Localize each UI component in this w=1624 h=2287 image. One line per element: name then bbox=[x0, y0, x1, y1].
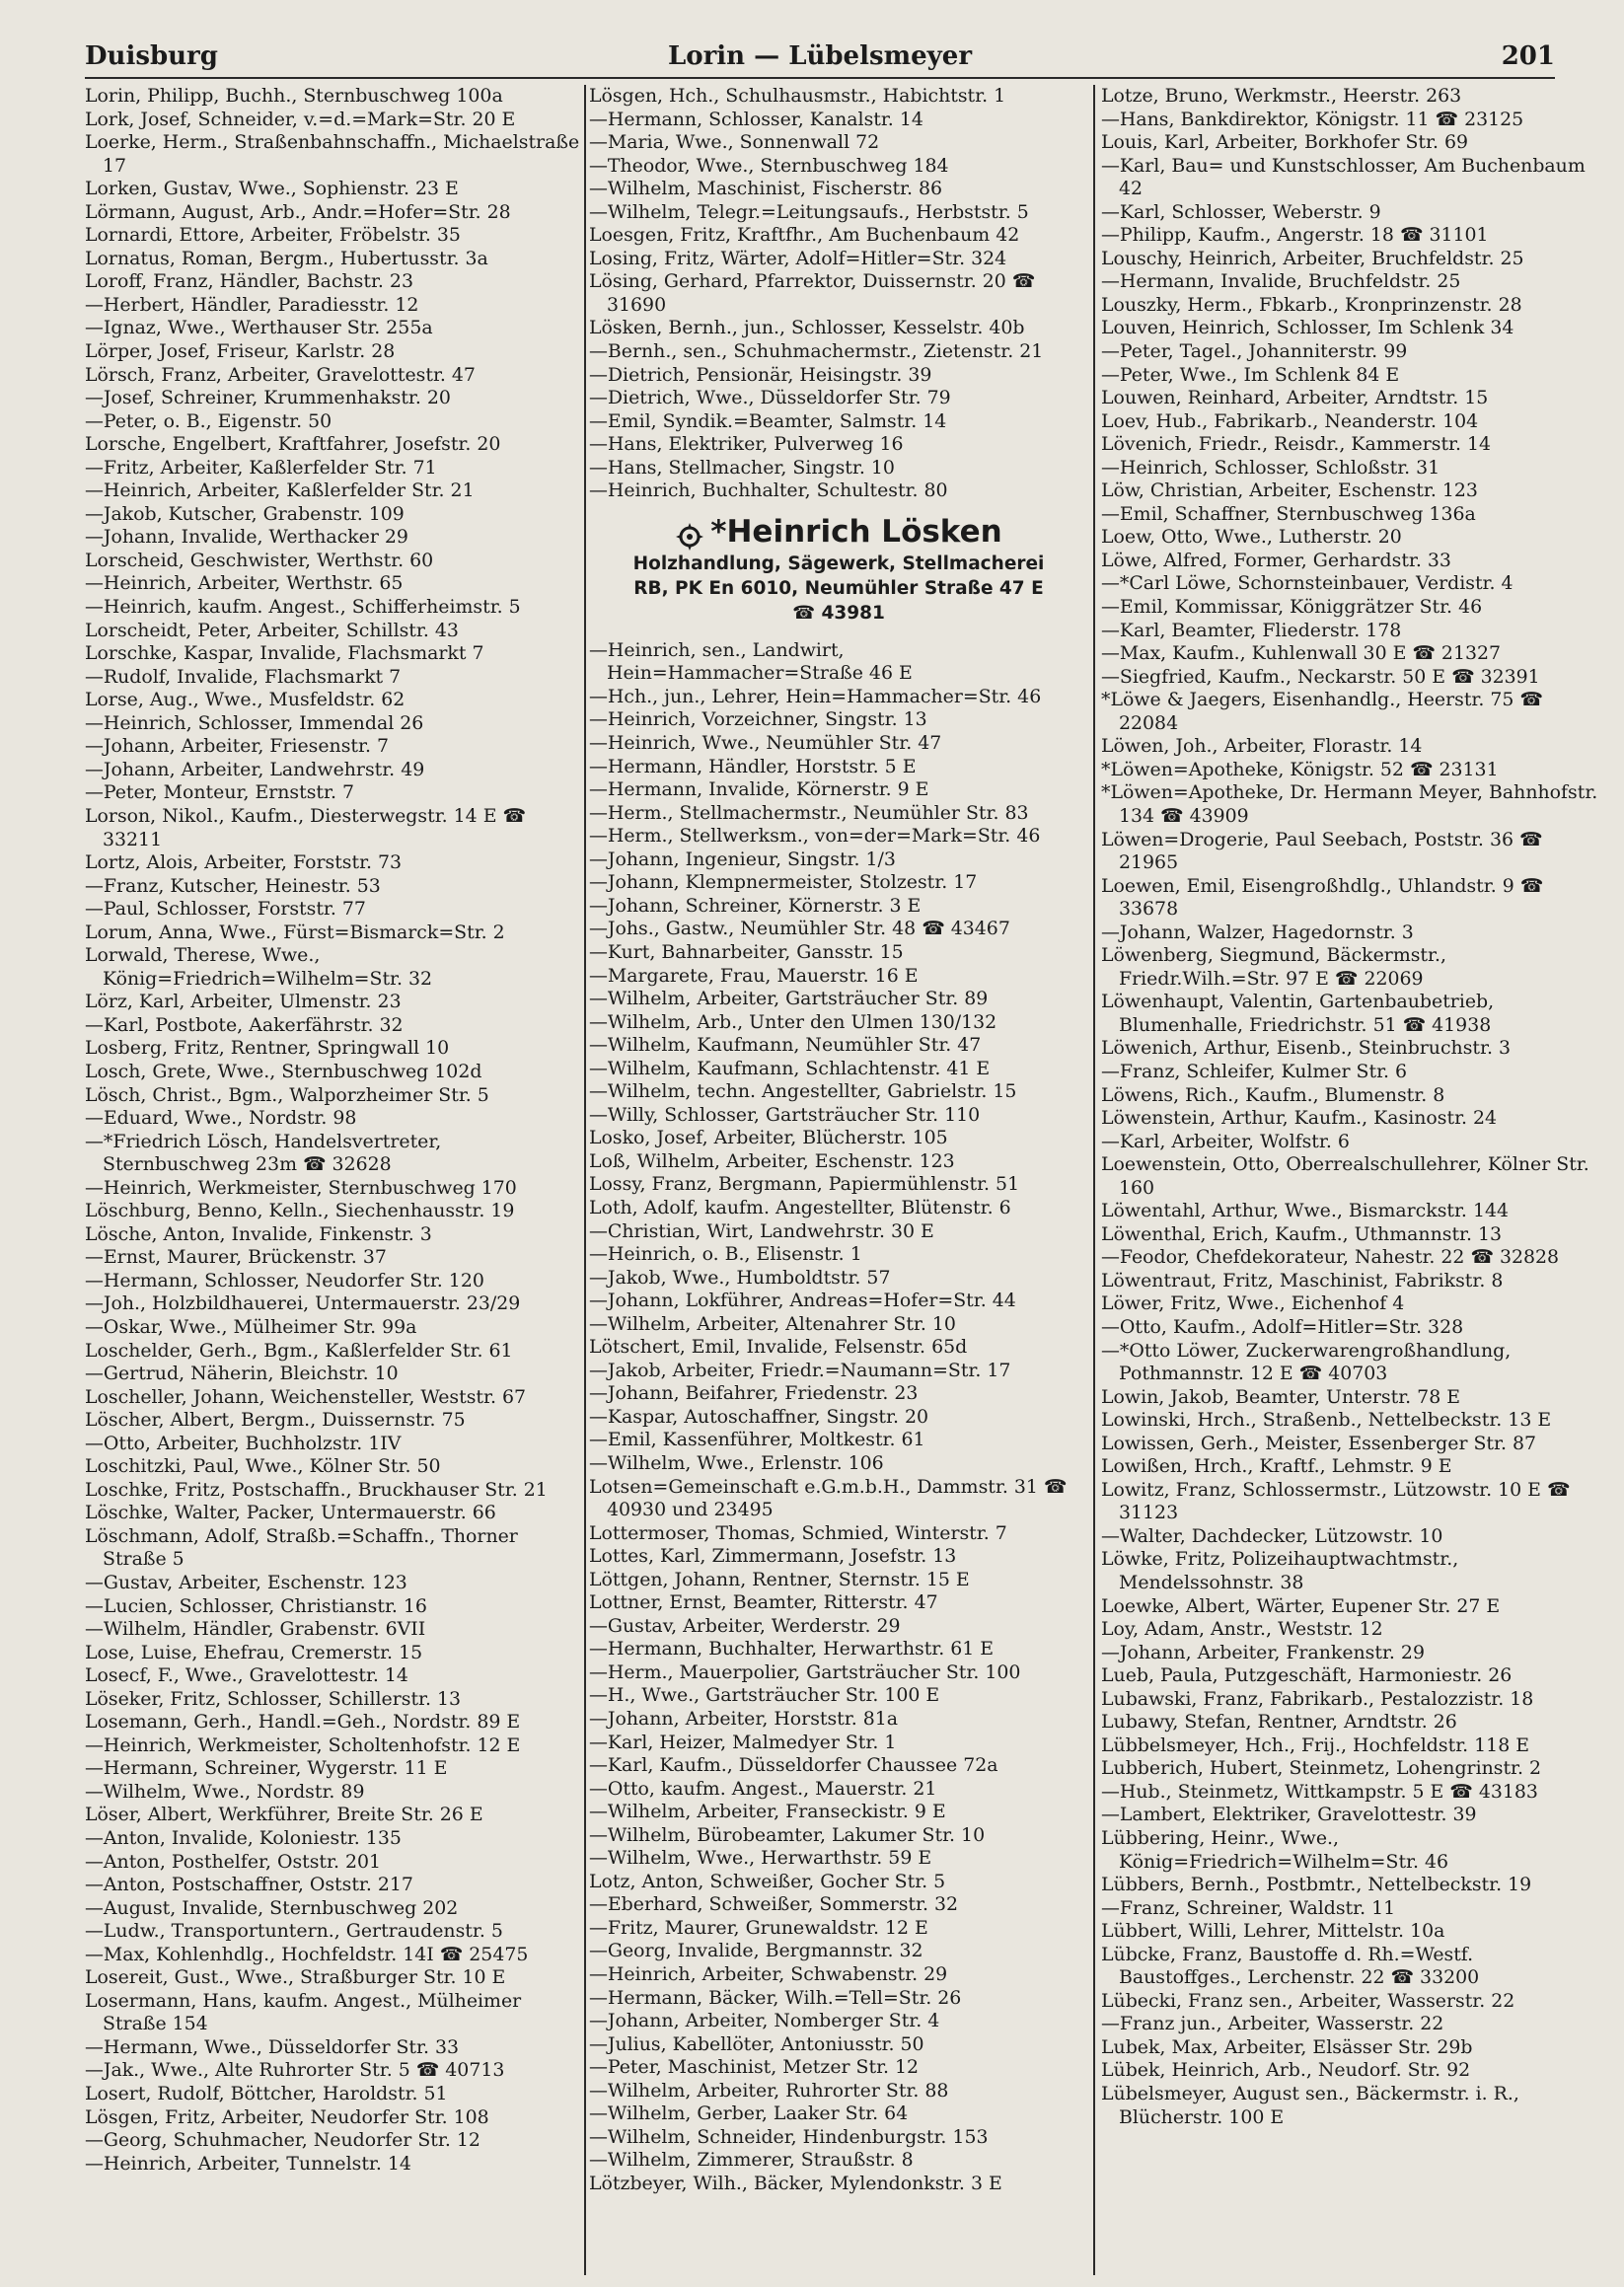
directory-entry: —Walter, Dachdecker, Lützowstr. 10 bbox=[1101, 1524, 1443, 1547]
directory-entry: —Philipp, Kaufm., Angerstr. 18 ☎ 31101 bbox=[1101, 224, 1489, 247]
directory-entry: Loewen, Emil, Eisengroßhdlg., Uhlandstr. 9 ☎ 33678 bbox=[1101, 874, 1544, 921]
directory-entry: —Gertrud, Näherin, Bleichstr. 10 bbox=[85, 1363, 399, 1385]
directory-entry: —Hermann, Wwe., Düsseldorfer Str. 33 bbox=[85, 2035, 460, 2058]
directory-entry: Loew, Otto, Wwe., Lutherstr. 20 bbox=[1101, 526, 1402, 549]
directory-entry: —Herm., Stellwerksm., von=der=Mark=Str. 46 bbox=[589, 825, 1041, 848]
directory-entry: —Peter, Maschinist, Metzer Str. 12 bbox=[589, 2056, 920, 2079]
directory-entry: —Herm., Stellmachermstr., Neumühler Str. 83 bbox=[589, 801, 1029, 824]
directory-entry: —Karl, Bau= und Kunstschlosser, Am Buchenbaum 42 bbox=[1101, 154, 1586, 200]
directory-entry: —Dietrich, Pensionär, Heisingstr. 39 bbox=[589, 363, 932, 386]
advertiser-business: Holzhandlung, Sägewerk, Stellmacherei bbox=[632, 553, 1045, 574]
directory-entry: —Emil, Kommissar, Königgrätzer Str. 46 bbox=[1101, 596, 1483, 619]
column-2-entries-top bbox=[589, 85, 1088, 503]
directory-entry: Lübbert, Willi, Lehrer, Mittelstr. 10a bbox=[1101, 1920, 1445, 1943]
directory-entry: —Franz, Schreiner, Waldstr. 11 bbox=[1101, 1896, 1396, 1919]
directory-entry: Louis, Karl, Arbeiter, Borkhofer Str. 69 bbox=[1101, 131, 1469, 154]
directory-entry: Lübbelsmeyer, Hch., Frij., Hochfeldstr. 118 E bbox=[1101, 1734, 1530, 1756]
directory-entry: Löwen=Drogerie, Paul Seebach, Poststr. 36 ☎ 21965 bbox=[1101, 828, 1543, 874]
directory-entry: Losermann, Hans, kaufm. Angest., Mülheimer Straße 154 bbox=[85, 1989, 522, 2035]
directory-entry: —Hub., Steinmetz, Wittkampstr. 5 E ☎ 43183 bbox=[1101, 1780, 1538, 1803]
directory-entry: —Peter, Wwe., Im Schlenk 84 E bbox=[1101, 363, 1400, 386]
directory-entry: —Otto, kaufm. Angest., Mauerstr. 21 bbox=[589, 1777, 937, 1800]
directory-entry: —Wilhelm, Telegr.=Leitungsaufs., Herbststr. 5 bbox=[589, 200, 1029, 223]
directory-entry: Löwer, Fritz, Wwe., Eichenhof 4 bbox=[1101, 1292, 1405, 1315]
directory-entry: —Franz, Kutscher, Heinestr. 53 bbox=[85, 874, 381, 897]
directory-entry: Lowißen, Hrch., Kraftf., Lehmstr. 9 E bbox=[1101, 1455, 1452, 1478]
directory-entry: Lörsch, Franz, Arbeiter, Gravelottestr. 47 bbox=[85, 363, 476, 386]
directory-entry: —Otto, Kaufm., Adolf=Hitler=Str. 328 bbox=[1101, 1315, 1464, 1338]
directory-entry: Loerke, Herm., Straßenbahnschaffn., Michaelstraße 17 bbox=[85, 131, 580, 177]
directory-entry: Loschelder, Gerh., Bgm., Kaßlerfelder Str. 61 bbox=[85, 1339, 513, 1362]
directory-entry: —Johann, Beifahrer, Friedenstr. 23 bbox=[589, 1382, 919, 1405]
name-range-title: Lorin — Lübelsmeyer bbox=[667, 41, 973, 71]
directory-entry: —Heinrich, sen., Landwirt, Hein=Hammacher=Straße 46 E bbox=[589, 638, 913, 685]
city-title: Duisburg bbox=[85, 41, 218, 71]
directory-entry: *Löwen=Apotheke, Dr. Hermann Meyer, Bahnhofstr. 134 ☎ 43909 bbox=[1101, 781, 1598, 827]
column-2-entries-bottom bbox=[589, 639, 1088, 2196]
directory-entry: —Dietrich, Wwe., Düsseldorfer Str. 79 bbox=[589, 387, 951, 409]
directory-entry: —Lucien, Schlosser, Christianstr. 16 bbox=[85, 1594, 427, 1617]
directory-entry: —Wilhelm, Bürobeamter, Lakumer Str. 10 bbox=[589, 1823, 986, 1846]
directory-entry: Losko, Josef, Arbeiter, Blücherstr. 105 bbox=[589, 1127, 948, 1149]
directory-entry: Lork, Josef, Schneider, v.=d.=Mark=Str. 20 E bbox=[85, 108, 516, 130]
directory-entry: Lotz, Anton, Schweißer, Gocher Str. 5 bbox=[589, 1870, 946, 1892]
directory-entry: Lowissen, Gerh., Meister, Essenberger Str. 87 bbox=[1101, 1432, 1537, 1454]
directory-entry: Lübecki, Franz sen., Arbeiter, Wasserstr. 22 bbox=[1101, 1989, 1515, 2012]
directory-entry: Lörz, Karl, Arbeiter, Ulmenstr. 23 bbox=[85, 991, 402, 1013]
directory-entry: —Willy, Schlosser, Gartsträucher Str. 110 bbox=[589, 1103, 981, 1126]
directory-entry: Löwens, Rich., Kaufm., Blumenstr. 8 bbox=[1101, 1083, 1445, 1106]
directory-entry: Louven, Heinrich, Schlosser, Im Schlenk 34 bbox=[1101, 317, 1514, 339]
directory-entry: Loy, Adam, Anstr., Weststr. 12 bbox=[1101, 1618, 1383, 1641]
directory-entry: —Oskar, Wwe., Mülheimer Str. 99a bbox=[85, 1315, 417, 1338]
directory-entry: Lose, Luise, Ehefrau, Cremerstr. 15 bbox=[85, 1641, 423, 1663]
directory-entry: —Eduard, Wwe., Nordstr. 98 bbox=[85, 1107, 357, 1130]
directory-entry: Losberg, Fritz, Rentner, Springwall 10 bbox=[85, 1037, 450, 1060]
directory-entry: Lösche, Anton, Invalide, Finkenstr. 3 bbox=[85, 1222, 432, 1245]
directory-entry: —Georg, Invalide, Bergmannstr. 32 bbox=[589, 1940, 923, 1962]
directory-entry: —Kaspar, Autoschaffner, Singstr. 20 bbox=[589, 1405, 929, 1428]
directory-entry: —Hermann, Händler, Horststr. 5 E bbox=[589, 755, 917, 777]
directory-entry: —Karl, Arbeiter, Wolfstr. 6 bbox=[1101, 1130, 1350, 1152]
directory-entry: —Wilhelm, Arb., Unter den Ulmen 130/132 bbox=[589, 1010, 997, 1033]
directory-entry: —Feodor, Chefdekorateur, Nahestr. 22 ☎ 32828 bbox=[1101, 1246, 1560, 1269]
column-2 bbox=[589, 85, 1088, 2275]
column-3 bbox=[1101, 85, 1600, 2275]
directory-entry: —Ignaz, Wwe., Werthauser Str. 255a bbox=[85, 317, 433, 339]
directory-entry: *Löwe & Jaegers, Eisenhandlg., Heerstr. 75 ☎ 22084 bbox=[1101, 689, 1543, 734]
directory-entry: Lossy, Franz, Bergmann, Papiermühlenstr. 51 bbox=[589, 1173, 1020, 1196]
directory-entry: Lowitz, Franz, Schlossermstr., Lützowstr. 10 E ☎ 31123 bbox=[1101, 1478, 1571, 1524]
directory-entry: —Heinrich, Schlosser, Immendal 26 bbox=[85, 711, 424, 734]
directory-entry: —Fritz, Arbeiter, Kaßlerfelder Str. 71 bbox=[85, 456, 437, 479]
directory-entry: Löwenthal, Erich, Kaufm., Uthmannstr. 13 bbox=[1101, 1222, 1503, 1245]
directory-entry: —Julius, Kabellöter, Antoniusstr. 50 bbox=[589, 2032, 924, 2055]
directory-entry: —Wilhelm, Arbeiter, Altenahrer Str. 10 bbox=[589, 1312, 956, 1335]
directory-entry: Lornatus, Roman, Bergm., Hubertusstr. 3a bbox=[85, 247, 488, 269]
directory-entry: —Jakob, Arbeiter, Friedr.=Naumann=Str. 17 bbox=[589, 1359, 1011, 1381]
directory-entry: Lorum, Anna, Wwe., Fürst=Bismarck=Str. 2 bbox=[85, 921, 505, 943]
column-divider bbox=[584, 85, 586, 2275]
directory-entry: Loewenstein, Otto, Oberrealschullehrer, Kölner Str. 160 bbox=[1101, 1153, 1589, 1199]
directory-entry: Lorken, Gustav, Wwe., Sophienstr. 23 E bbox=[85, 178, 459, 200]
directory-entry: Losecf, F., Wwe., Gravelottestr. 14 bbox=[85, 1664, 408, 1687]
directory-entry: —Peter, o. B., Eigenstr. 50 bbox=[85, 409, 332, 432]
directory-entry: Lösgen, Fritz, Arbeiter, Neudorfer Str. 108 bbox=[85, 2105, 489, 2128]
directory-entry: Lubek, Max, Arbeiter, Elsässer Str. 29b bbox=[1101, 2035, 1473, 2058]
directory-entry: Lubawy, Stefan, Rentner, Arndtstr. 26 bbox=[1101, 1711, 1457, 1734]
directory-entry: —Heinrich, Arbeiter, Tunnelstr. 14 bbox=[85, 2152, 411, 2175]
directory-entry: —Wilhelm, Schneider, Hindenburgstr. 153 bbox=[589, 2125, 989, 2148]
directory-entry: —Hermann, Schreiner, Wygerstr. 11 E bbox=[85, 1757, 448, 1780]
directory-entry: —Hermann, Schlosser, Neudorfer Str. 120 bbox=[85, 1269, 484, 1291]
directory-entry: —Johann, Arbeiter, Friesenstr. 7 bbox=[85, 735, 389, 758]
directory-entry: Löschke, Walter, Packer, Untermauerstr. 66 bbox=[85, 1502, 496, 1524]
directory-entry: Lübek, Heinrich, Arb., Neudorf. Str. 92 bbox=[1101, 2059, 1471, 2082]
directory-entry: —Johann, Arbeiter, Horststr. 81a bbox=[589, 1708, 899, 1730]
directory-entry: Loewke, Albert, Wärter, Eupener Str. 27 E bbox=[1101, 1594, 1501, 1617]
directory-entry: Lowin, Jakob, Beamter, Unterstr. 78 E bbox=[1101, 1385, 1461, 1408]
directory-entry: —August, Invalide, Sternbuschweg 202 bbox=[85, 1896, 459, 1919]
directory-entry: —Christian, Wirt, Landwehrstr. 30 E bbox=[589, 1219, 934, 1242]
directory-entry: Löwenstein, Arthur, Kaufm., Kasinostr. 24 bbox=[1101, 1107, 1498, 1130]
directory-entry: Lörper, Josef, Friseur, Karlstr. 28 bbox=[85, 340, 396, 363]
directory-entry: —Karl, Heizer, Malmedyer Str. 1 bbox=[589, 1731, 897, 1753]
directory-entry: —Karl, Schlosser, Weberstr. 9 bbox=[1101, 200, 1381, 223]
directory-entry: Lübelsmeyer, August sen., Bäckermstr. i. R., Blücherstr. 100 E bbox=[1101, 2083, 1519, 2128]
directory-entry: —Johann, Klempnermeister, Stolzestr. 17 bbox=[589, 871, 978, 894]
directory-entry: —Kurt, Bahnarbeiter, Gansstr. 15 bbox=[589, 940, 904, 963]
directory-entry: Lübbering, Heinr., Wwe., König=Friedrich=Wilhelm=Str. 46 bbox=[1101, 1827, 1449, 1873]
directory-entry: Louwen, Reinhard, Arbeiter, Arndtstr. 15 bbox=[1101, 387, 1489, 409]
advertiser-phone: ☎ 43981 bbox=[792, 602, 885, 624]
directory-entry: —Hans, Elektriker, Pulverweg 16 bbox=[589, 433, 904, 456]
directory-entry: —Wilhelm, Händler, Grabenstr. 6VII bbox=[85, 1618, 426, 1641]
directory-entry: Losert, Rudolf, Böttcher, Haroldstr. 51 bbox=[85, 2083, 448, 2105]
directory-entry: —Anton, Postschaffner, Oststr. 217 bbox=[85, 1874, 413, 1896]
directory-entry: Losing, Fritz, Wärter, Adolf=Hitler=Str. 324 bbox=[589, 247, 1007, 269]
directory-entry: Loß, Wilhelm, Arbeiter, Eschenstr. 123 bbox=[589, 1149, 955, 1172]
directory-entry: Lorscheidt, Peter, Arbeiter, Schillstr. 43 bbox=[85, 619, 459, 641]
directory-entry: Löwke, Fritz, Polizeihauptwachtmstr., Mendelssohnstr. 38 bbox=[1101, 1548, 1459, 1593]
directory-entry: Lorse, Aug., Wwe., Musfeldstr. 62 bbox=[85, 689, 406, 711]
directory-entry: —Johs., Gastw., Neumühler Str. 48 ☎ 43467 bbox=[589, 918, 1010, 940]
directory-entry: —Otto, Arbeiter, Buchholzstr. 1IV bbox=[85, 1432, 402, 1454]
directory-entry: Lotsen=Gemeinschaft e.G.m.b.H., Dammstr. 31 ☎ 40930 und 23495 bbox=[589, 1475, 1068, 1521]
directory-entry: —Gustav, Arbeiter, Werderstr. 29 bbox=[589, 1614, 901, 1637]
directory-entry: Lübbers, Bernh., Postbmtr., Nettelbeckstr. 19 bbox=[1101, 1874, 1532, 1896]
directory-entry: —Johann, Arbeiter, Nomberger Str. 4 bbox=[589, 2010, 940, 2032]
directory-entry: —Wilhelm, Wwe., Herwarthstr. 59 E bbox=[589, 1847, 932, 1870]
directory-entry: —Siegfried, Kaufm., Neckarstr. 50 E ☎ 32391 bbox=[1101, 665, 1540, 688]
directory-entry: —Ludw., Transportuntern., Gertraudenstr. 5 bbox=[85, 1920, 503, 1943]
directory-entry: Lörmann, August, Arb., Andr.=Hofer=Str. 28 bbox=[85, 200, 511, 223]
directory-entry: —Jak., Wwe., Alte Ruhrorter Str. 5 ☎ 40713 bbox=[85, 2059, 505, 2082]
directory-entry: —Hermann, Bäcker, Wilh.=Tell=Str. 26 bbox=[589, 1986, 962, 2009]
directory-entry: —Franz jun., Arbeiter, Wasserstr. 22 bbox=[1101, 2013, 1444, 2035]
sawblade-icon bbox=[675, 522, 704, 552]
directory-entry: —Jakob, Wwe., Humboldtstr. 57 bbox=[589, 1266, 891, 1289]
directory-entry: —Wilhelm, Wwe., Nordstr. 89 bbox=[85, 1780, 365, 1803]
directory-entry: —Johann, Lokführer, Andreas=Hofer=Str. 44 bbox=[589, 1290, 1016, 1312]
directory-entry: Lorschke, Kaspar, Invalide, Flachsmarkt 7 bbox=[85, 642, 484, 665]
directory-entry: Löwen, Joh., Arbeiter, Florastr. 14 bbox=[1101, 735, 1423, 758]
directory-entry: —Emil, Schaffner, Sternbuschweg 136a bbox=[1101, 502, 1476, 525]
directory-entry: —Hermann, Invalide, Bruchfeldstr. 25 bbox=[1101, 270, 1461, 293]
directory-entry: Lorin, Philipp, Buchh., Sternbuschweg 100a bbox=[85, 85, 503, 107]
directory-entry: —*Friedrich Lösch, Handelsvertreter, Sternbuschweg 23m ☎ 32628 bbox=[85, 1130, 442, 1176]
directory-entry: Lotze, Bruno, Werkmstr., Heerstr. 263 bbox=[1101, 85, 1462, 107]
directory-entry: Losch, Grete, Wwe., Sternbuschweg 102d bbox=[85, 1060, 482, 1082]
directory-entry: —Heinrich, Arbeiter, Schwabenstr. 29 bbox=[589, 1963, 948, 1986]
directory-entry: —Gustav, Arbeiter, Eschenstr. 123 bbox=[85, 1572, 407, 1593]
directory-entry: —Hans, Stellmacher, Singstr. 10 bbox=[589, 456, 895, 479]
column-divider bbox=[1093, 85, 1095, 2275]
directory-entry: —Georg, Schuhmacher, Neudorfer Str. 12 bbox=[85, 2129, 480, 2152]
directory-entry: —Lambert, Elektriker, Gravelottestr. 39 bbox=[1101, 1804, 1477, 1826]
advertiser-name: *Heinrich Lösken bbox=[710, 513, 1002, 550]
directory-entry: —Fritz, Maurer, Grunewaldstr. 12 E bbox=[589, 1916, 928, 1939]
directory-entry: —Wilhelm, Gerber, Laaker Str. 64 bbox=[589, 2103, 909, 2125]
directory-entry: Lowinski, Hrch., Straßenb., Nettelbeckstr. 13 E bbox=[1101, 1409, 1552, 1432]
directory-entry: —Bernh., sen., Schuhmachermstr., Zietenstr. 21 bbox=[589, 340, 1044, 363]
directory-entry: —Heinrich, Werkmeister, Sternbuschweg 170 bbox=[85, 1176, 517, 1199]
directory-entry: —Heinrich, Vorzeichner, Singstr. 13 bbox=[589, 708, 927, 731]
directory-entry: —Heinrich, Werkmeister, Scholtenhofstr. 12 E bbox=[85, 1734, 521, 1756]
directory-entry: Lottner, Ernst, Beamter, Ritterstr. 47 bbox=[589, 1591, 938, 1614]
directory-entry: —Wilhelm, Arbeiter, Gartsträucher Str. 89 bbox=[589, 988, 989, 1010]
directory-entry: Löscher, Albert, Bergm., Duissernstr. 75 bbox=[85, 1409, 466, 1432]
directory-entry: —Margarete, Frau, Mauerstr. 16 E bbox=[589, 964, 919, 987]
directory-entry: —Heinrich, o. B., Elisenstr. 1 bbox=[589, 1243, 862, 1266]
directory-entry: Lösch, Christ., Bgm., Walporzheimer Str. 5 bbox=[85, 1083, 489, 1106]
directory-entry: —Anton, Posthelfer, Oststr. 201 bbox=[85, 1850, 382, 1873]
directory-entry: —Hermann, Buchhalter, Herwarthstr. 61 E bbox=[589, 1638, 995, 1660]
directory-entry: Lösing, Gerhard, Pfarrektor, Duissernstr. 20 ☎ 31690 bbox=[589, 270, 1036, 316]
directory-entry: Lottermoser, Thomas, Schmied, Winterstr. 7 bbox=[589, 1521, 1007, 1544]
directory-entry: Lubawski, Franz, Fabrikarb., Pestalozzistr. 18 bbox=[1101, 1687, 1534, 1710]
directory-entry: —Joh., Holzbildhauerei, Untermauerstr. 23/29 bbox=[85, 1292, 521, 1315]
directory-entry: Loesgen, Fritz, Kraftfhr., Am Buchenbaum 42 bbox=[589, 224, 1020, 247]
directory-entry: Lötzbeyer, Wilh., Bäcker, Mylendonkstr. 3 E bbox=[589, 2172, 1002, 2194]
directory-entry: —Johann, Invalide, Werthacker 29 bbox=[85, 526, 408, 549]
directory-entry: Löw, Christian, Arbeiter, Eschenstr. 123 bbox=[1101, 480, 1478, 502]
directory-entry: —Maria, Wwe., Sonnenwall 72 bbox=[589, 131, 880, 154]
directory-entry: —Karl, Kaufm., Düsseldorfer Chaussee 72a bbox=[589, 1754, 998, 1777]
directory-entry: Loscheller, Johann, Weichensteller, Weststr. 67 bbox=[85, 1385, 526, 1408]
directory-entry: —Peter, Tagel., Johanniterstr. 99 bbox=[1101, 340, 1408, 363]
directory-entry: Löwentraut, Fritz, Maschinist, Fabrikstr. 8 bbox=[1101, 1269, 1504, 1291]
directory-entry: —Jakob, Kutscher, Grabenstr. 109 bbox=[85, 502, 405, 525]
directory-entry: —Johann, Ingenieur, Singstr. 1/3 bbox=[589, 848, 896, 870]
directory-entry: Löwenich, Arthur, Eisenb., Steinbruchstr. 3 bbox=[1101, 1037, 1511, 1060]
directory-entry: —Emil, Syndik.=Beamter, Salmstr. 14 bbox=[589, 409, 947, 432]
directory-entry: Louschy, Heinrich, Arbeiter, Bruchfeldstr. 25 bbox=[1101, 247, 1524, 269]
directory-entry: —Josef, Schreiner, Krummenhakstr. 20 bbox=[85, 387, 451, 409]
directory-entry: —Johann, Arbeiter, Frankenstr. 29 bbox=[1101, 1641, 1425, 1663]
directory-entry: —Franz, Schleifer, Kulmer Str. 6 bbox=[1101, 1060, 1408, 1082]
directory-entry: —Karl, Beamter, Fliederstr. 178 bbox=[1101, 619, 1402, 641]
directory-entry: —Paul, Schlosser, Forststr. 77 bbox=[85, 898, 366, 921]
directory-entry: —Johann, Walzer, Hagedornstr. 3 bbox=[1101, 921, 1414, 943]
column-1 bbox=[85, 85, 584, 2275]
directory-entry: Loev, Hub., Fabrikarb., Neanderstr. 104 bbox=[1101, 409, 1479, 432]
directory-entry: Loschitzki, Paul, Wwe., Kölner Str. 50 bbox=[85, 1455, 441, 1478]
directory-entry: Lubberich, Hubert, Steinmetz, Lohengrinstr. 2 bbox=[1101, 1757, 1542, 1780]
directory-entry: —H., Wwe., Gartsträucher Str. 100 E bbox=[589, 1684, 940, 1707]
directory-entry: Lorwald, Therese, Wwe., König=Friedrich=Wilhelm=Str. 32 bbox=[85, 944, 433, 990]
directory-entry: —Wilhelm, Maschinist, Fischerstr. 86 bbox=[589, 178, 943, 200]
directory-entry: —*Otto Löwer, Zuckerwarengroßhandlung, Pothmannstr. 12 E ☎ 40703 bbox=[1101, 1339, 1512, 1385]
directory-entry: Löwenberg, Siegmund, Bäckermstr., Friedr.Wilh.=Str. 97 E ☎ 22069 bbox=[1101, 944, 1446, 990]
directory-entry: —Theodor, Wwe., Sternbuschweg 184 bbox=[589, 154, 949, 177]
directory-entry: Losereit, Gust., Wwe., Straßburger Str. 10 E bbox=[85, 1966, 506, 1989]
directory-entry: Lorson, Nikol., Kaufm., Diesterwegstr. 14 E ☎ 33211 bbox=[85, 804, 527, 850]
directory-entry: Lortz, Alois, Arbeiter, Forststr. 73 bbox=[85, 851, 403, 874]
directory-entry: —Heinrich, Schlosser, Schloßstr. 31 bbox=[1101, 456, 1440, 479]
page-header bbox=[85, 36, 1555, 79]
directory-entry: —Wilhelm, techn. Angestellter, Gabrielstr. 15 bbox=[589, 1080, 1017, 1103]
directory-entry: Löser, Albert, Werkführer, Breite Str. 26 E bbox=[85, 1804, 483, 1826]
directory-entry: Lübcke, Franz, Baustoffe d. Rh.=Westf. Baustoffges., Lerchenstr. 22 ☎ 33200 bbox=[1101, 1943, 1480, 1989]
directory-entry: —Wilhelm, Arbeiter, Franseckistr. 9 E bbox=[589, 1801, 946, 1823]
directory-entry: Lorscheid, Geschwister, Werthstr. 60 bbox=[85, 549, 434, 571]
directory-entry: —Karl, Postbote, Aakerfährstr. 32 bbox=[85, 1013, 404, 1036]
directory-entry: —Hans, Bankdirektor, Königstr. 11 ☎ 23125 bbox=[1101, 108, 1524, 130]
directory-entry: Lötschert, Emil, Invalide, Felsenstr. 65d bbox=[589, 1336, 968, 1359]
directory-entry: —Emil, Kassenführer, Moltkestr. 61 bbox=[589, 1429, 925, 1451]
advertisement bbox=[589, 513, 1088, 626]
directory-entry: —Rudolf, Invalide, Flachsmarkt 7 bbox=[85, 665, 402, 688]
directory-entry: —Wilhelm, Wwe., Erlenstr. 106 bbox=[589, 1451, 884, 1474]
directory-entry: —Heinrich, kaufm. Angest., Schifferheimstr. 5 bbox=[85, 596, 521, 619]
directory-entry: —Heinrich, Arbeiter, Kaßlerfelder Str. 21 bbox=[85, 480, 475, 502]
directory-entry: Loschke, Fritz, Postschaffn., Bruckhauser Str. 21 bbox=[85, 1478, 548, 1501]
directory-entry: Löschmann, Adolf, Straßb.=Schaffn., Thorner Straße 5 bbox=[85, 1524, 518, 1571]
directory-entry: Loth, Adolf, kaufm. Angestellter, Blütenstr. 6 bbox=[589, 1196, 1011, 1218]
directory-entry: Löwe, Alfred, Former, Gerhardstr. 33 bbox=[1101, 549, 1451, 571]
directory-entry: *Löwen=Apotheke, Königstr. 52 ☎ 23131 bbox=[1101, 758, 1499, 780]
directory-entry: —Heinrich, Buchhalter, Schultestr. 80 bbox=[589, 480, 948, 502]
directory-entry: —Peter, Monteur, Ernststr. 7 bbox=[85, 781, 354, 804]
directory-entry: —Eberhard, Schweißer, Sommerstr. 32 bbox=[589, 1893, 959, 1916]
directory-entry: —Hermann, Schlosser, Kanalstr. 14 bbox=[589, 108, 923, 130]
directory-entry: —*Carl Löwe, Schornsteinbauer, Verdistr. 4 bbox=[1101, 572, 1513, 595]
directory-entry: Louszky, Herm., Fbkarb., Kronprinzenstr. 28 bbox=[1101, 293, 1522, 316]
directory-entry: —Hch., jun., Lehrer, Hein=Hammacher=Str. 46 bbox=[589, 685, 1042, 707]
directory-entry: —Herbert, Händler, Paradiesstr. 12 bbox=[85, 293, 419, 316]
directory-entry: Löttgen, Johann, Rentner, Sternstr. 15 E bbox=[589, 1568, 970, 1590]
directory-entry: Lornardi, Ettore, Arbeiter, Fröbelstr. 35 bbox=[85, 224, 461, 247]
directory-entry: —Johann, Schreiner, Körnerstr. 3 E bbox=[589, 894, 922, 917]
directory-entry: —Herm., Mauerpolier, Gartsträucher Str. 100 bbox=[589, 1660, 1021, 1683]
page-number: 201 bbox=[1501, 41, 1555, 71]
directory-entry: —Wilhelm, Arbeiter, Ruhrorter Str. 88 bbox=[589, 2079, 949, 2102]
directory-entry: —Heinrich, Wwe., Neumühler Str. 47 bbox=[589, 732, 942, 755]
directory-entry: —Ernst, Maurer, Brückenstr. 37 bbox=[85, 1246, 387, 1269]
advertiser-address: RB, PK En 6010, Neumühler Straße 47 E bbox=[633, 577, 1044, 599]
directory-entry: Losemann, Gerh., Handl.=Geh., Nordstr. 89 E bbox=[85, 1711, 521, 1734]
directory-entry: Lueb, Paula, Putzgeschäft, Harmoniestr. 26 bbox=[1101, 1664, 1513, 1687]
directory-entry: —Johann, Arbeiter, Landwehrstr. 49 bbox=[85, 758, 425, 780]
directory-entry: —Max, Kohlenhdlg., Hochfeldstr. 14I ☎ 25475 bbox=[85, 1943, 529, 1965]
directory-entry: Löschburg, Benno, Kelln., Siechenhausstr. 19 bbox=[85, 1200, 515, 1222]
directory-entry: —Wilhelm, Zimmerer, Straußstr. 8 bbox=[589, 2149, 914, 2172]
directory-entry: Lövenich, Friedr., Reisdr., Kammerstr. 14 bbox=[1101, 433, 1492, 456]
directory-entry: —Heinrich, Arbeiter, Werthstr. 65 bbox=[85, 572, 404, 595]
directory-entry: Lösgen, Hch., Schulhausmstr., Habichtstr. 1 bbox=[589, 85, 1006, 107]
directory-entry: —Wilhelm, Kaufmann, Schlachtenstr. 41 E bbox=[589, 1057, 991, 1079]
directory-entry: Löwentahl, Arthur, Wwe., Bismarckstr. 144 bbox=[1101, 1200, 1510, 1222]
directory-entry: Lottes, Karl, Zimmermann, Josefstr. 13 bbox=[589, 1545, 957, 1568]
directory-entry: Löseker, Fritz, Schlosser, Schillerstr. 13 bbox=[85, 1687, 462, 1710]
directory-entry: —Hermann, Invalide, Körnerstr. 9 E bbox=[589, 778, 929, 801]
directory-entry: —Wilhelm, Kaufmann, Neumühler Str. 47 bbox=[589, 1034, 982, 1057]
directory-entry: —Anton, Invalide, Koloniestr. 135 bbox=[85, 1827, 402, 1850]
directory-entry: Löwenhaupt, Valentin, Gartenbaubetrieb, Blumenhalle, Friedrichstr. 51 ☎ 41938 bbox=[1101, 991, 1495, 1036]
directory-entry: Loroff, Franz, Händler, Bachstr. 23 bbox=[85, 270, 413, 293]
directory-entry: Lorsche, Engelbert, Kraftfahrer, Josefstr. 20 bbox=[85, 433, 501, 456]
directory-entry: Lösken, Bernh., jun., Schlosser, Kesselstr. 40b bbox=[589, 317, 1025, 339]
directory-entry: —Max, Kaufm., Kuhlenwall 30 E ☎ 21327 bbox=[1101, 642, 1502, 665]
